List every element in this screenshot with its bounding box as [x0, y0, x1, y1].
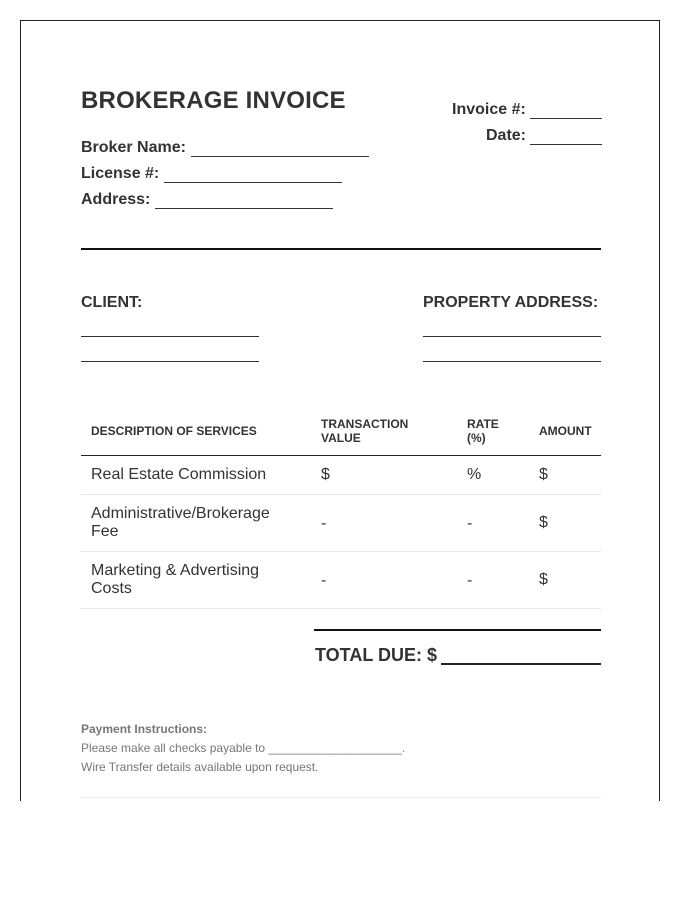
row2-description: Administrative/Brokerage Fee: [91, 505, 270, 540]
th-transaction-value: TRANSACTION VALUE: [321, 417, 409, 445]
total-due-field[interactable]: [441, 663, 601, 665]
footer-divider: [81, 797, 601, 798]
row3-value[interactable]: -: [321, 572, 327, 589]
th-amount: AMOUNT: [539, 424, 592, 438]
invoice-number-label: Invoice #:: [452, 101, 526, 118]
th-rate: RATE (%): [467, 417, 499, 445]
row3-amount[interactable]: $: [539, 571, 548, 588]
broker-name-label: Broker Name:: [81, 139, 186, 156]
total-due-label: TOTAL DUE: $: [315, 645, 438, 665]
invoice-number-field[interactable]: [530, 118, 602, 119]
payment-wire-line: Wire Transfer details available upon request.: [81, 760, 319, 774]
row2-divider: [81, 551, 601, 552]
license-label: License #:: [81, 165, 160, 182]
date-label: Date:: [486, 127, 527, 144]
row1-description: Real Estate Commission: [91, 466, 267, 483]
address-field[interactable]: [155, 208, 333, 209]
property-address-label: PROPERTY ADDRESS:: [423, 294, 599, 311]
client-field-line-2[interactable]: [81, 361, 259, 362]
payment-instructions-title: Payment Instructions:: [81, 722, 208, 736]
row1-amount[interactable]: $: [539, 466, 548, 483]
payment-checks-line: Please make all checks payable to ____________________.: [81, 741, 406, 755]
property-field-line-2[interactable]: [423, 361, 601, 362]
header-divider: [81, 248, 601, 250]
table-header-rule: [81, 455, 601, 456]
client-label: CLIENT:: [81, 294, 143, 311]
invoice-sheet: [20, 20, 660, 801]
row3-rate[interactable]: -: [467, 572, 473, 589]
row2-amount[interactable]: $: [539, 514, 548, 531]
row3-description: Marketing & Advertising Costs: [91, 562, 260, 597]
broker-name-field[interactable]: [191, 156, 369, 157]
row2-value[interactable]: -: [321, 515, 327, 532]
invoice-title: BROKERAGE INVOICE: [81, 87, 346, 114]
row3-divider: [81, 608, 601, 609]
client-field-line-1[interactable]: [81, 336, 259, 337]
row1-value[interactable]: $: [321, 466, 330, 483]
address-label: Address:: [81, 191, 151, 208]
th-description: DESCRIPTION OF SERVICES: [91, 424, 257, 438]
license-field[interactable]: [164, 182, 342, 183]
date-field[interactable]: [530, 144, 602, 145]
row1-divider: [81, 494, 601, 495]
row1-rate[interactable]: %: [467, 466, 482, 483]
total-rule: [314, 629, 601, 631]
row2-rate[interactable]: -: [467, 515, 473, 532]
property-field-line-1[interactable]: [423, 336, 601, 337]
